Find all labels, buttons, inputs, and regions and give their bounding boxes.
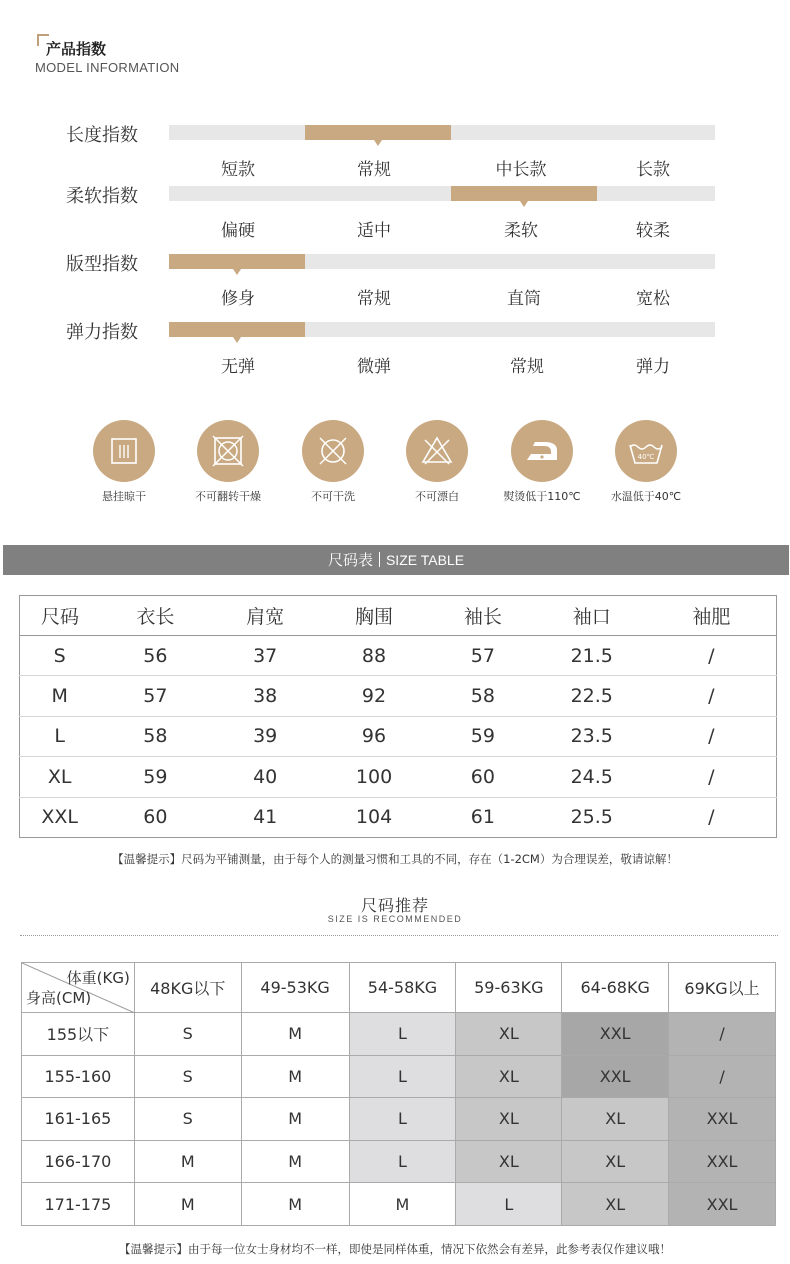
size-cell: L — [349, 1055, 456, 1098]
table-cell: 37 — [211, 636, 319, 676]
table-row — [22, 1098, 776, 1141]
header-cell: 54-58KG — [349, 963, 456, 1013]
table-cell: 39 — [211, 716, 319, 756]
header-cell: 59-63KG — [456, 963, 562, 1013]
height-cell: 166-170 — [22, 1140, 135, 1183]
recommend-subtitle: SIZE IS RECOMMENDED — [327, 914, 463, 924]
index-option: 较柔 — [636, 221, 670, 241]
index-option: 常规 — [510, 357, 544, 377]
size-cell: M — [241, 1013, 349, 1056]
table-cell: 58 — [429, 676, 537, 716]
table-cell: 88 — [319, 636, 429, 676]
no-bleach-icon — [406, 420, 468, 482]
table-row — [22, 1140, 776, 1183]
header-cell: 64-68KG — [562, 963, 669, 1013]
table-cell: 41 — [253, 806, 278, 829]
table-cell: / — [647, 757, 777, 797]
index-option: 短款 — [221, 160, 255, 180]
index-label: 弹力指数 — [66, 322, 138, 343]
index-option: 常规 — [357, 160, 391, 180]
size-cell: L — [349, 1098, 456, 1141]
size-table-banner — [3, 545, 789, 575]
size-note: 【温馨提示】尺码为平铺测量，由于每个人的测量习惯和工具的不同，存在（1-2CM）为合理误差，敬请谅解！ — [112, 852, 678, 866]
care-item — [168, 420, 288, 504]
index-option: 常规 — [357, 289, 391, 309]
table-row — [20, 676, 777, 716]
wash-40-icon — [615, 420, 677, 482]
size-cell: M — [241, 1098, 349, 1141]
size-cell: XL — [456, 1140, 562, 1183]
table-row — [20, 636, 777, 676]
table-cell: 61 — [470, 806, 495, 829]
table-cell: 60 — [143, 806, 168, 829]
wash-temp: 40℃ — [637, 453, 655, 461]
index-marker — [169, 254, 305, 269]
table-cell: 25.5 — [570, 806, 613, 829]
index-option: 宽松 — [636, 289, 670, 309]
table-cell: L — [20, 716, 100, 756]
table-row — [20, 757, 777, 797]
table-row — [20, 716, 777, 756]
table-cell: 96 — [319, 716, 429, 756]
banner-title: 尺码表 — [327, 551, 373, 569]
size-cell: XL — [456, 1055, 562, 1098]
header-cell: 49-53KG — [241, 963, 349, 1013]
table-cell: 22.5 — [537, 676, 647, 716]
size-cell: / — [669, 1055, 776, 1098]
header-cell: 肩宽 — [211, 596, 319, 636]
index-option: 直筒 — [507, 289, 541, 309]
corner-height-label: 身高(CM) — [26, 989, 92, 1007]
table-cell: / — [647, 716, 777, 756]
size-cell: L — [456, 1183, 562, 1226]
table-row — [22, 1183, 776, 1226]
header-cell: 袖肥 — [647, 596, 777, 636]
table-cell: / — [708, 806, 715, 829]
table-header-row — [22, 963, 776, 1013]
table-cell: 58 — [99, 716, 211, 756]
index-option: 长款 — [636, 160, 670, 180]
care-item — [586, 420, 706, 504]
table-cell: XL — [20, 757, 100, 797]
index-marker — [169, 322, 305, 337]
size-cell: M — [241, 1183, 349, 1226]
table-cell: 100 — [319, 757, 429, 797]
index-option: 柔软 — [504, 221, 538, 241]
table-cell: 59 — [99, 757, 211, 797]
size-cell: XL — [562, 1183, 669, 1226]
table-cell: 23.5 — [537, 716, 647, 756]
table-cell: 21.5 — [537, 636, 647, 676]
size-cell: M — [241, 1140, 349, 1183]
iron-icon — [511, 420, 573, 482]
index-label: 长度指数 — [66, 125, 138, 146]
table-cell: 57 — [99, 676, 211, 716]
care-item — [64, 420, 184, 504]
table-cell: 57 — [429, 636, 537, 676]
index-option: 修身 — [221, 289, 255, 309]
care-label: 悬挂晾干 — [102, 490, 146, 503]
care-item — [482, 420, 602, 504]
size-cell: L — [349, 1013, 456, 1056]
care-label: 不可翻转干燥 — [195, 490, 261, 503]
index-marker — [451, 186, 597, 201]
size-cell: M — [134, 1140, 241, 1183]
header-cell: 袖长 — [429, 596, 537, 636]
index-option: 弹力 — [636, 357, 670, 377]
table-cell: M — [20, 676, 100, 716]
size-cell: M — [349, 1183, 456, 1226]
size-cell: M — [241, 1055, 349, 1098]
size-cell: S — [134, 1055, 241, 1098]
corner-header-cell — [22, 963, 135, 1013]
recommend-table — [21, 962, 776, 1226]
table-cell: 59 — [429, 716, 537, 756]
index-option: 偏硬 — [221, 221, 255, 241]
height-cell: 171-175 — [22, 1183, 135, 1226]
table-cell: XXL — [41, 806, 79, 829]
recommend-note: 【温馨提示】由于每一位女士身材均不一样，即使是同样体重，情况下依然会有差异，此参考表仅作建议哦！ — [119, 1242, 671, 1256]
table-cell: 56 — [99, 636, 211, 676]
size-cell: XL — [456, 1098, 562, 1141]
index-option: 微弹 — [357, 357, 391, 377]
height-cell: 161-165 — [22, 1098, 135, 1141]
table-cell: 24.5 — [537, 757, 647, 797]
table-row — [22, 1013, 776, 1056]
index-track — [169, 322, 715, 337]
size-cell: M — [134, 1183, 241, 1226]
banner-subtitle: SIZE TABLE — [385, 552, 465, 568]
size-cell: XXL — [669, 1098, 776, 1141]
care-item — [377, 420, 497, 504]
size-cell: XL — [562, 1140, 669, 1183]
index-track — [169, 186, 715, 201]
section-subtitle: MODEL INFORMATION — [35, 60, 180, 75]
care-label: 不可干洗 — [311, 490, 355, 503]
no-dry-clean-icon — [302, 420, 364, 482]
header-cell: 尺码 — [20, 596, 100, 636]
table-cell: / — [647, 676, 777, 716]
index-option: 无弹 — [221, 357, 255, 377]
header-cell: 衣长 — [99, 596, 211, 636]
size-cell: XXL — [669, 1183, 776, 1226]
header-cell: 袖口 — [537, 596, 647, 636]
index-marker — [305, 125, 451, 140]
size-cell: XL — [456, 1013, 562, 1056]
table-cell: 104 — [355, 806, 393, 829]
dotted-divider — [20, 935, 778, 936]
hang-dry-icon — [93, 420, 155, 482]
header-cell: 69KG以上 — [669, 963, 776, 1013]
no-tumble-dry-icon — [197, 420, 259, 482]
header-cell: 胸围 — [319, 596, 429, 636]
section-title: 产品指数 — [46, 40, 107, 58]
recommend-title: 尺码推荐 — [360, 896, 429, 915]
index-label: 柔软指数 — [66, 186, 138, 207]
table-cell: 38 — [211, 676, 319, 716]
index-track — [169, 125, 715, 140]
table-cell: 40 — [211, 757, 319, 797]
table-cell: 60 — [429, 757, 537, 797]
table-cell: S — [20, 636, 100, 676]
header-cell: 48KG以下 — [134, 963, 241, 1013]
size-cell: / — [669, 1013, 776, 1056]
size-cell: XXL — [562, 1055, 669, 1098]
banner-divider — [379, 552, 380, 567]
size-cell: XXL — [562, 1013, 669, 1056]
table-row — [22, 1055, 776, 1098]
index-option: 适中 — [357, 221, 391, 241]
height-cell: 155以下 — [22, 1013, 135, 1056]
height-cell: 155-160 — [22, 1055, 135, 1098]
index-option: 中长款 — [495, 160, 547, 180]
care-label: 熨烫低于110℃ — [503, 490, 581, 503]
corner-weight-label: 体重(KG) — [66, 969, 130, 987]
size-cell: L — [349, 1140, 456, 1183]
table-header-row — [20, 596, 777, 636]
size-cell: XL — [562, 1098, 669, 1141]
table-cell: 92 — [319, 676, 429, 716]
care-item — [273, 420, 393, 504]
index-track — [169, 254, 715, 269]
care-label: 水温低于40℃ — [610, 490, 682, 503]
size-table — [19, 595, 777, 838]
table-row — [20, 797, 777, 837]
size-cell: S — [134, 1013, 241, 1056]
size-cell: XXL — [669, 1140, 776, 1183]
size-cell: S — [134, 1098, 241, 1141]
table-cell: / — [647, 636, 777, 676]
care-label: 不可漂白 — [415, 490, 459, 503]
index-label: 版型指数 — [66, 254, 138, 275]
